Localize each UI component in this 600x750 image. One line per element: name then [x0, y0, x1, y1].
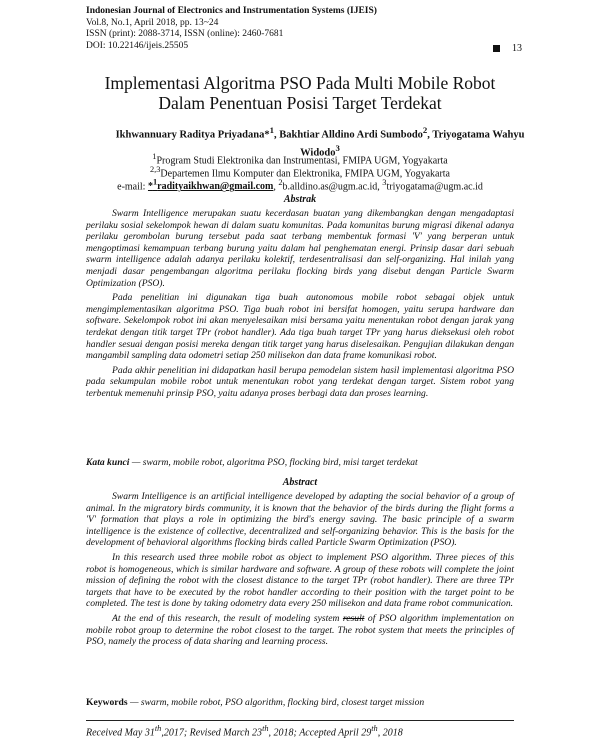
journal-volume: Vol.8, No.1, April 2018, pp. 13~24 — [86, 17, 219, 28]
journal-name: Indonesian Journal of Electronics and Instrumentation Systems (IJEIS) — [86, 6, 377, 16]
received-part-2: ,2017; Revised March 23 — [161, 727, 263, 739]
title-line-2: Dalam Penentuan Posisi Target Terdekat — [158, 93, 442, 113]
author-2: , Bakhtiar Alldino Ardi Sumbodo — [274, 129, 423, 141]
journal-doi: DOI: 10.22146/ijeis.25505 — [86, 40, 189, 51]
email-1[interactable] — [147, 178, 274, 193]
paper-title — [0, 73, 600, 113]
square-bullet-icon — [493, 45, 500, 52]
author-3: , Triyogatama Wahyu Widodo — [300, 129, 525, 158]
abstract-paragraph-2: In this research used three mobile robot as object to implement PSO algorithm. Three pieces of this robot is homogeneous, which is similar hardware and software. A group of these robots will complete the joint mission of defining the robot with the closest distance to the target TPr (robot handler). There are three TPr targets that have to be executed by the robot handler according to their position with the target point to be completed. The test is done by taking odometry data every 250 milisekon and data frame robot communication. — [86, 551, 514, 610]
page-number-block — [493, 43, 522, 54]
email-1-sup: 1 — [152, 178, 158, 187]
received-sup-2: th — [262, 724, 269, 733]
affiliation-1-text: Program Studi Elektronika dan Instrumentasi, FMIPA UGM, Yogyakarta — [156, 155, 448, 167]
affiliation-2-sup: 2,3 — [149, 165, 161, 174]
kata-kunci-label: Kata kunci — [86, 457, 130, 468]
title-line-1: Implementasi Algoritma PSO Pada Multi Mobile Robot — [104, 73, 496, 93]
abstrak-paragraph-2: Pada penelitian ini digunakan tiga buah autonomous mobile robot sebagai objek untuk mengimplementasikan algoritma PSO. Tiga buah robot ini bersifat homogen, yaitu serupa hardware dan software. Sekelompok robot ini akan menyelesaikan misi bersama yaitu menentukan robot dengan jarak yang terdekat dengan titik target TPr (robot handler). Ada tiga buah target TPr yang harus dieksekusi oleh robot handler sesuai dengan posisi mereka dengan titik target yang harus diselesaikan. Pengujian dilakukan dengan mangambil sampling data odometri setiap 250 milisekon dan data frame komunikasi robot. — [86, 292, 514, 362]
received-sup-1: th — [154, 724, 162, 733]
abstrak-body — [86, 208, 514, 403]
abstract-paragraph-1: Swarm Intelligence is an artificial intelligence developed by adapting the social behavior of a group of animal. In the migratory birds community, it is known that the behavior of the birds during the flight forms a 'V' formation that plays a role in optimizing the bird's energy saving. The basic principle of a swarm intelligence is the existence of collective, decentralized and self-organizing behavior. This is the basis for the development of behavioral algorithms flocking birds called Particle Swarm Optimization (PSO). — [86, 491, 514, 549]
received-part-1: Received May 31 — [86, 727, 155, 739]
received-sup-3: th — [371, 724, 378, 733]
email-1-text: radityaikhwan@gmail.com — [157, 181, 274, 193]
abstract-body — [86, 491, 514, 651]
email-2-sup: 2 — [278, 178, 283, 187]
email-line: e-mail: *$^1$radityaikhwan@gmail.com, $^2$b.alldino.as@ugm.ac.id, $^3$triyogatama@ugm.ac.id — [117, 178, 483, 193]
kata-kunci — [86, 457, 514, 468]
author-1: Ikhwannuary Raditya Priyadana* — [115, 129, 270, 141]
received-dates — [86, 724, 403, 738]
received-part-4: , 2018 — [377, 727, 403, 739]
email-label: e-mail: — [117, 181, 148, 193]
keywords-text: — swarm, mobile robot, PSO algorithm, flocking bird, closest target mission — [127, 697, 425, 708]
abstract-paragraph-3 — [86, 613, 514, 648]
email-2[interactable]: b.alldino.as@ugm.ac.id, — [282, 181, 383, 193]
abstrak-paragraph-1: Swarm Intelligence merupakan suatu kecerdasan buatan yang dikembangkan dengan mengadaptasi perilaku sosial sekelompok hewan di dalam suatu komunitas. Pada komunitas burung migrasi dikenal adanya perilaku gerombolan burung tersebut pada saat terbang membentuk formasi 'V' yang berperan untuk mengoptimasi kemampuan terbang burung yaitu dalam hal penghematan energi. Prinsip dasar dari sebuah swarm intelligence adalah adanya perilaku kolektif, terdesentralisasi dan self-organizing. Hal inilah yang menjadi dasar pengembangan algoritma perilaku flocking birds yang disebut dengan Particle Swarm Optimization (PSO). — [86, 208, 514, 289]
abstract-heading: Abstract — [282, 477, 318, 488]
abstrak-paragraph-3: Pada akhir penelitian ini didapatkan hasil berupa pemodelan sistem hasil implementasi algoritma PSO pada sekumpulan mobile robot untuk menentukan robot yang terdekat dengan target. Sistem robot yang terbentuk memenuhi prinsip PSO, yaitu adanya proses berbagi data dan proses learning. — [86, 364, 514, 399]
email-3[interactable]: triyogatama@ugm.ac.id — [386, 181, 483, 193]
footer-rule — [86, 720, 514, 721]
author-3-sup: 3 — [335, 142, 340, 153]
affiliation-2-text: Departemen Ilmu Komputer dan Elektronika, FMIPA UGM, Yogyakarta — [160, 168, 450, 180]
received-part-3: , 2018; Accepted April 29 — [268, 727, 372, 739]
abstract-p3-strike: result — [342, 612, 365, 624]
keywords-label: Keywords — [86, 697, 128, 708]
email-3-sup: 3 — [382, 178, 387, 187]
affiliation-1-sup: 1 — [152, 152, 157, 161]
abstrak-heading: Abstrak — [283, 194, 317, 205]
keywords — [86, 697, 514, 708]
abstract-p3-part-a: At the end of this research, the result of modeling system — [112, 612, 343, 624]
email-1-prefix: * — [147, 181, 153, 193]
author-1-sup: 1 — [269, 125, 274, 135]
abstract-p3-part-b: of PSO algorithm implementation on mobile robot group to determine the robot closest to the target. The robot system that meets the principles of PSO, namely the process of data sharing and learning process. — [86, 612, 514, 648]
page-number: 13 — [512, 43, 522, 54]
author-2-sup: 2 — [422, 125, 428, 135]
kata-kunci-text: — swarm, mobile robot, algoritma PSO, flocking bird, misi target terdekat — [129, 457, 418, 468]
journal-issn: ISSN (print): 2088-3714, ISSN (online): 2460-7681 — [86, 29, 284, 39]
journal-header — [86, 6, 377, 52]
